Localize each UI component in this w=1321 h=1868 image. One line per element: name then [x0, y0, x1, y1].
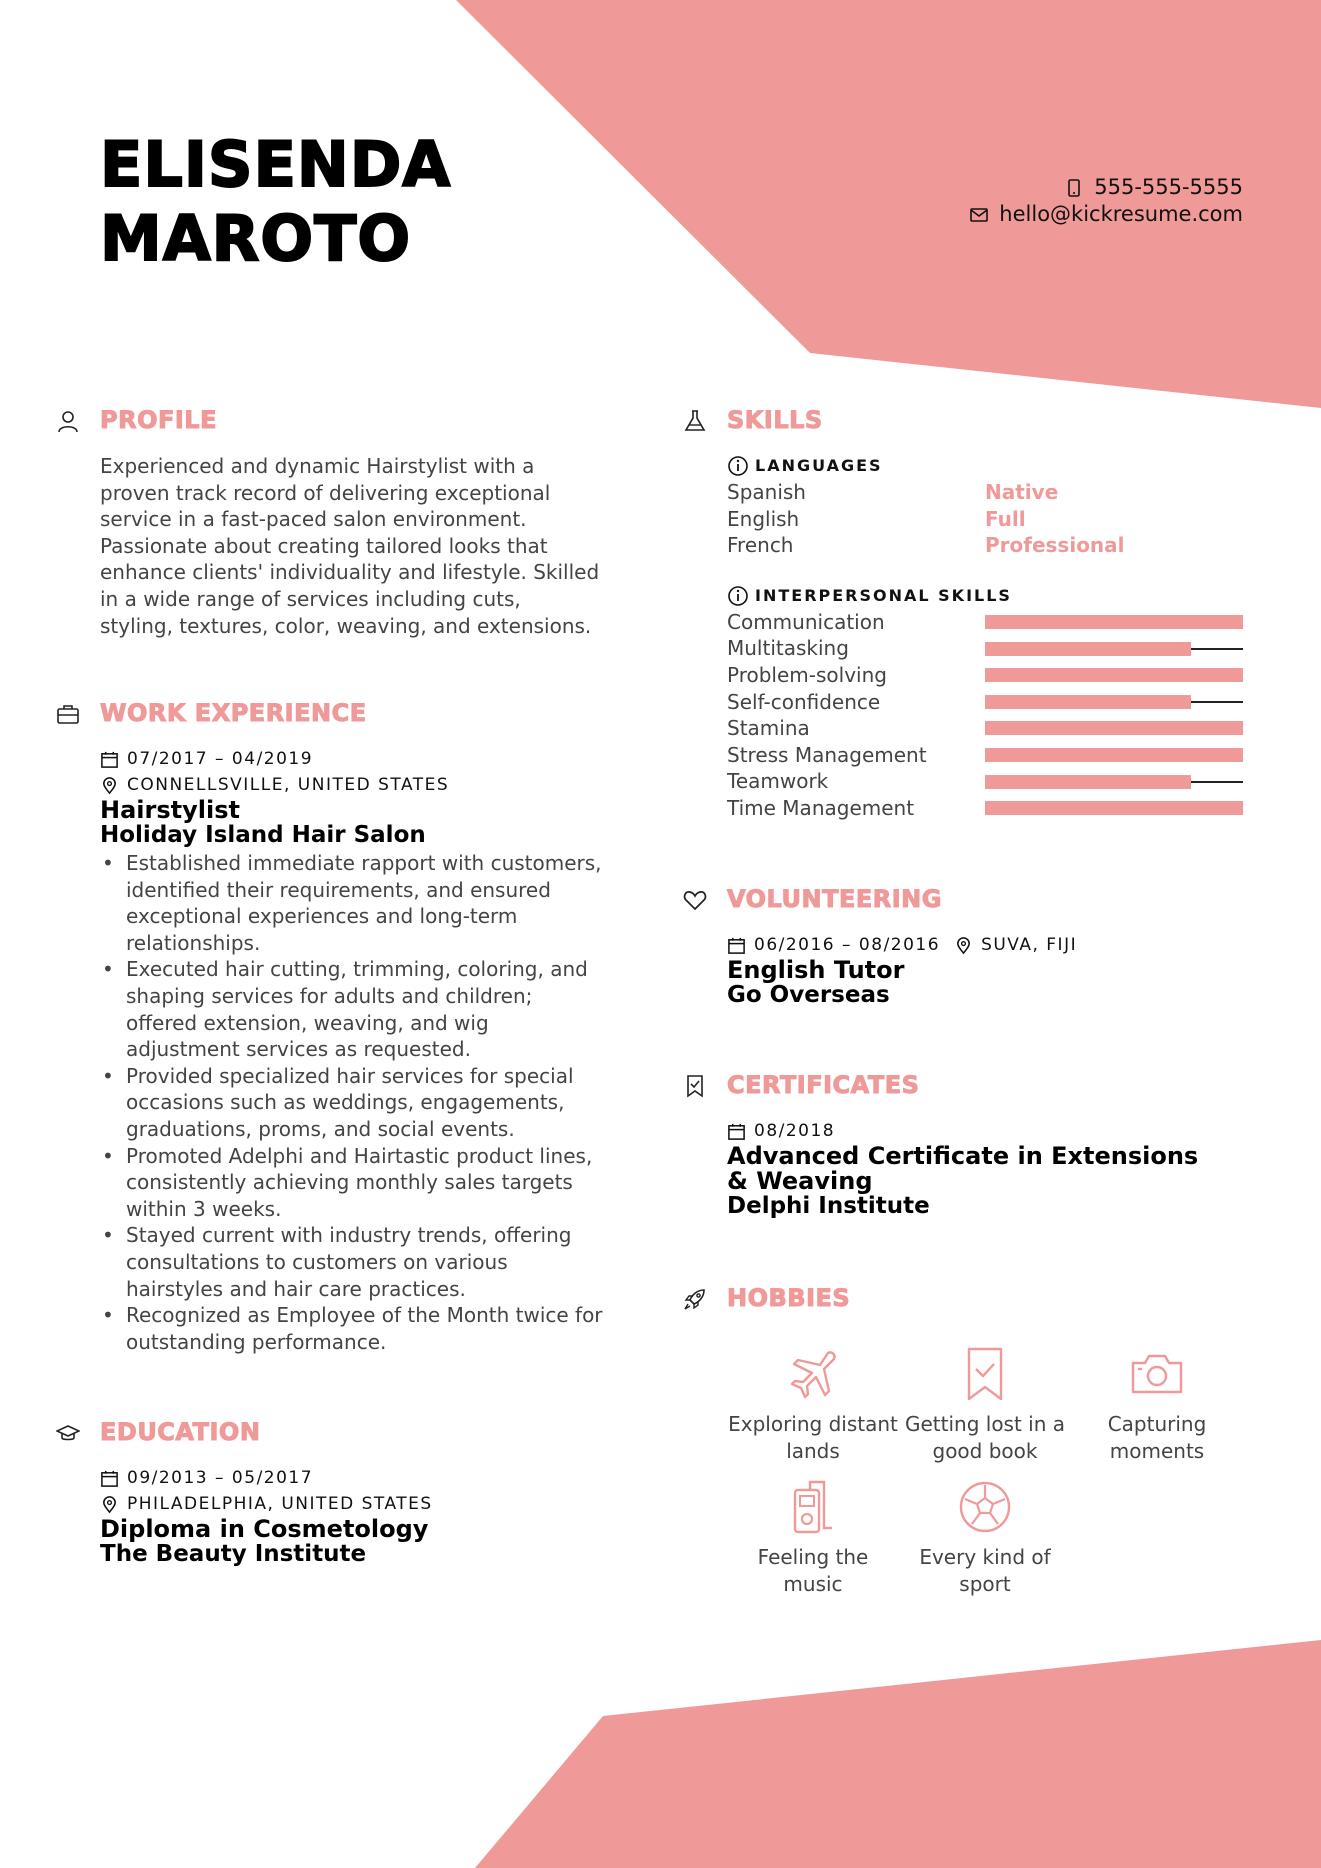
- language-row: [727, 506, 1247, 533]
- language-name: French: [727, 533, 794, 558]
- education-degree: Diploma in Cosmetology: [100, 1515, 429, 1543]
- hobby-label: Every kind of sport: [919, 1545, 1051, 1596]
- volunteering-role: English Tutor: [727, 956, 905, 984]
- language-level: Native: [985, 480, 1059, 504]
- camera-icon: [1128, 1345, 1186, 1403]
- languages-subheading: [727, 453, 1247, 479]
- bookmark-check-icon: [683, 1074, 707, 1098]
- language-level: Professional: [985, 533, 1125, 558]
- skill-name: Communication: [727, 609, 885, 634]
- skill-row: [727, 768, 1247, 795]
- language-name: Spanish: [727, 480, 806, 504]
- bookmark-icon: [956, 1345, 1014, 1403]
- profile-text: Experienced and dynamic Hairstylist with a proven track record of delivering exceptional service in a fast-paced salon environment. Passionate about creating tailored looks that enhance clients' individuality and lifestyle. Skilled in a wide range of services including cuts, styling, textures, color, weaving, and extensions.: [100, 454, 600, 638]
- phone-number[interactable]: 555-555-5555: [1094, 175, 1243, 199]
- section-title-volunteering: VOLUNTEERING: [727, 885, 942, 913]
- section-title-certificates: CERTIFICATES: [727, 1071, 920, 1099]
- work-bullets: [100, 850, 605, 1355]
- work-section: [100, 698, 605, 1355]
- skill-name: Stamina: [727, 716, 810, 741]
- list-item: • Established immediate rapport with customers, identified their requirements, and ensured exceptional experiences and long-term relationships.: [100, 850, 605, 956]
- location-pin-icon: [100, 776, 119, 795]
- skill-row: [727, 742, 1247, 769]
- candidate-name: [100, 128, 451, 276]
- work-dates-row: [100, 746, 605, 772]
- language-level: Full: [985, 506, 1026, 531]
- graduation-cap-icon: [56, 1421, 80, 1445]
- hobby-label: Capturing moments: [1107, 1412, 1207, 1463]
- skill-name: Teamwork: [727, 769, 829, 794]
- skill-level-bar: [985, 695, 1243, 709]
- skill-level-bar: [985, 721, 1243, 735]
- calendar-icon: [100, 750, 119, 769]
- skill-name: Stress Management: [727, 742, 927, 767]
- list-item: • Stayed current with industry trends, offering consultations to customers on various hairstyles and hair care practices.: [100, 1222, 605, 1302]
- email-address[interactable]: hello@kickresume.com: [999, 202, 1243, 226]
- list-item: • Promoted Adelphi and Hairtastic product lines, consistently achieving monthly sales targets within 3 weeks.: [100, 1143, 605, 1223]
- hobby-item: [727, 1345, 899, 1464]
- skill-level-bar: [985, 668, 1243, 682]
- contact-block: [969, 174, 1243, 228]
- briefcase-icon: [56, 702, 80, 726]
- section-title-education: EDUCATION: [100, 1418, 261, 1446]
- first-name: ELISENDA: [100, 128, 452, 201]
- volunteering-location: SUVA, FIJI: [981, 935, 1078, 955]
- skill-name: Self-confidence: [727, 689, 881, 714]
- volunteering-org: Go Overseas: [727, 982, 890, 1008]
- volunteering-dates: 06/2016 – 08/2016: [754, 935, 941, 955]
- interpersonal-title: INTERPERSONAL SKILLS: [755, 585, 1012, 605]
- info-icon: [727, 585, 749, 607]
- certificate-name: Advanced Certificate in Extensions & Weaving: [727, 1142, 1199, 1195]
- rocket-icon: [683, 1287, 707, 1311]
- language-row: [727, 532, 1247, 559]
- skill-level-bar: [985, 801, 1243, 815]
- skill-level-bar: [985, 642, 1243, 656]
- skill-level-bar: [985, 615, 1243, 629]
- certificate-date: 08/2018: [754, 1121, 836, 1141]
- hobby-item: [899, 1478, 1071, 1597]
- skill-row: [727, 609, 1247, 636]
- contact-phone: [969, 174, 1243, 201]
- list-item: • Recognized as Employee of the Month twice for outstanding performance.: [100, 1302, 605, 1355]
- certificate-issuer: Delphi Institute: [727, 1193, 930, 1219]
- calendar-icon: [100, 1469, 119, 1488]
- education-dates: 09/2013 – 05/2017: [127, 1468, 314, 1488]
- languages-title: LANGUAGES: [755, 456, 883, 475]
- hobbies-grid: [727, 1345, 1247, 1597]
- volunteering-meta-row: [727, 932, 1247, 958]
- info-icon: [727, 455, 749, 477]
- work-location-row: [100, 772, 605, 798]
- section-title-profile: PROFILE: [100, 406, 217, 434]
- work-location: CONNELLSVILLE, UNITED STATES: [127, 775, 450, 795]
- location-pin-icon: [954, 936, 973, 955]
- calendar-icon: [727, 1122, 746, 1141]
- mail-icon: [969, 205, 989, 225]
- skill-level-bar: [985, 748, 1243, 762]
- certificate-date-row: [727, 1118, 1247, 1144]
- skill-level-bar: [985, 775, 1243, 789]
- hobbies-section: [727, 1283, 1247, 1313]
- hobby-label: Exploring distant lands: [728, 1412, 898, 1463]
- hobby-label: Feeling the music: [757, 1545, 869, 1596]
- skill-name: Problem-solving: [727, 662, 887, 687]
- skill-name: Time Management: [727, 795, 915, 820]
- education-location: PHILADELPHIA, UNITED STATES: [127, 1494, 433, 1514]
- section-title-skills: SKILLS: [727, 406, 823, 434]
- work-position: Hairstylist: [100, 796, 240, 824]
- hobby-item: [899, 1345, 1071, 1464]
- music-player-icon: [784, 1478, 842, 1536]
- airplane-icon: [784, 1345, 842, 1403]
- skill-row: [727, 795, 1247, 822]
- section-title-hobbies: HOBBIES: [727, 1284, 851, 1312]
- location-pin-icon: [100, 1495, 119, 1514]
- last-name: MAROTO: [100, 202, 412, 275]
- list-item: • Executed hair cutting, trimming, coloring, and shaping services for adults and children; offered extension, weaving, and wig adjustment services as requested.: [100, 956, 605, 1062]
- skill-row: [727, 715, 1247, 742]
- work-dates: 07/2017 – 04/2019: [127, 749, 314, 769]
- language-name: English: [727, 506, 800, 531]
- list-item: • Provided specialized hair services for special occasions such as weddings, engagements, graduations, proms, and social events.: [100, 1063, 605, 1143]
- hobby-item: [727, 1478, 899, 1597]
- interpersonal-subheading: [727, 583, 1247, 609]
- volunteering-section: [727, 884, 1247, 1008]
- contact-email: [969, 201, 1243, 228]
- interpersonal-skills: [727, 583, 1247, 822]
- soccer-ball-icon: [956, 1478, 1014, 1536]
- education-dates-row: [100, 1465, 605, 1491]
- user-icon: [56, 409, 80, 433]
- heart-icon: [683, 888, 707, 912]
- calendar-icon: [727, 936, 746, 955]
- hobby-item: [1071, 1345, 1243, 1464]
- skills-section: [727, 405, 1247, 822]
- education-location-row: [100, 1491, 605, 1517]
- skill-row: [727, 689, 1247, 716]
- skill-row: [727, 635, 1247, 662]
- language-row: [727, 479, 1247, 506]
- section-title-work: WORK EXPERIENCE: [100, 699, 367, 727]
- phone-icon: [1064, 178, 1084, 198]
- hobby-label: Getting lost in a good book: [904, 1412, 1066, 1463]
- education-school: The Beauty Institute: [100, 1541, 367, 1567]
- profile-section: [100, 405, 600, 639]
- flask-icon: [683, 409, 707, 433]
- education-section: [100, 1417, 605, 1567]
- skill-row: [727, 662, 1247, 689]
- work-company: Holiday Island Hair Salon: [100, 822, 426, 848]
- skill-name: Multitasking: [727, 636, 849, 661]
- certificates-section: [727, 1070, 1247, 1219]
